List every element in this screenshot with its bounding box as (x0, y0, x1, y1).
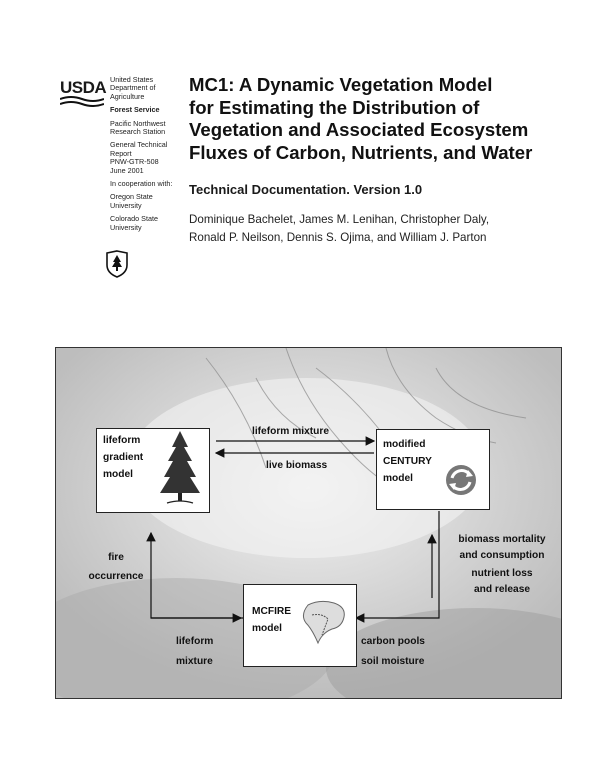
lifeform-model-box (96, 428, 210, 513)
cycle-arrows-icon (443, 462, 479, 498)
lifeform-line: gradient (103, 452, 144, 463)
label-carbon-soil (361, 632, 425, 672)
label-biomass-mortality (446, 532, 558, 564)
nutrient-line: and release (473, 584, 531, 595)
fire-line: occurrence (88, 571, 144, 582)
arrow-fire-to-lifeform (151, 533, 243, 618)
century-box-label (383, 436, 432, 487)
service-name: Forest Service (110, 105, 160, 115)
station-name: Pacific Northwest Research Station (110, 118, 166, 137)
report-title-line: for Estimating the Distribution of (189, 96, 480, 118)
lifeform-line: lifeform (103, 435, 141, 446)
label-live-biomass: live biomass (266, 460, 328, 471)
report-title-line: MC1: A Dynamic Vegetation Model (189, 74, 493, 95)
author-line: Dominique Bachelet, James M. Lenihan, Christopher Daly, (189, 213, 490, 226)
usda-logo-text: USDA (60, 78, 107, 97)
century-line: modified (383, 439, 426, 450)
cooperator-colorado: Colorado State University (110, 214, 158, 232)
nutrient-line: nutrient loss (471, 568, 533, 579)
lifeform-bottom-line: mixture (176, 656, 213, 667)
century-line: model (383, 473, 414, 484)
label-lifeform-mixture-top: lifeform mixture (252, 426, 329, 437)
mcfire-line: model (252, 623, 283, 634)
label-soil-moisture: soil moisture (361, 656, 425, 667)
fire-line: fire (108, 552, 124, 563)
label-lifeform-mixture-bottom (176, 632, 213, 672)
report-title-line: Vegetation and Associated Ecosystem (189, 119, 529, 141)
label-carbon-pools: carbon pools (361, 636, 425, 647)
mcfire-model-box (243, 584, 357, 667)
arrow-century-to-mcfire (356, 511, 439, 618)
cooperation-label: In cooperation with: (110, 179, 173, 189)
label-fire-occurrence (86, 548, 146, 586)
mcfire-box-label (252, 603, 291, 637)
usda-logo (60, 78, 106, 107)
century-model-box (376, 429, 490, 510)
label-nutrient-loss (446, 566, 558, 598)
report-number: PNW-GTR-508 (110, 157, 159, 167)
report-date: June 2001 (110, 165, 144, 175)
report-type: General Technical Report (110, 140, 168, 158)
report-subtitle: Technical Documentation. Version 1.0 (189, 182, 423, 197)
report-title-line: Fluxes of Carbon, Nutrients, and Water (189, 141, 533, 163)
author-list (189, 211, 489, 246)
fire-map-icon (298, 599, 350, 647)
conifer-tree-icon (155, 429, 205, 509)
author-line: Ronald P. Neilson, Dennis S. Ojima, and William J. Parton (189, 230, 487, 244)
biomass-line: biomass mortality (458, 534, 546, 545)
biomass-line: and consumption (459, 550, 545, 561)
model-diagram-figure (55, 347, 562, 699)
century-line: CENTURY (383, 456, 432, 467)
report-title (189, 74, 589, 164)
cooperator-oregon: Oregon State University (110, 192, 153, 210)
lifeform-box-label (103, 432, 143, 483)
report-info (110, 141, 180, 175)
department-name: United States Department of Agriculture (110, 75, 156, 101)
lifeform-bottom-line: lifeform (176, 636, 214, 647)
forest-service-shield-icon (106, 250, 128, 278)
agency-sidebar (110, 76, 180, 237)
mcfire-line: MCFIRE (252, 606, 292, 617)
lifeform-line: model (103, 469, 134, 480)
